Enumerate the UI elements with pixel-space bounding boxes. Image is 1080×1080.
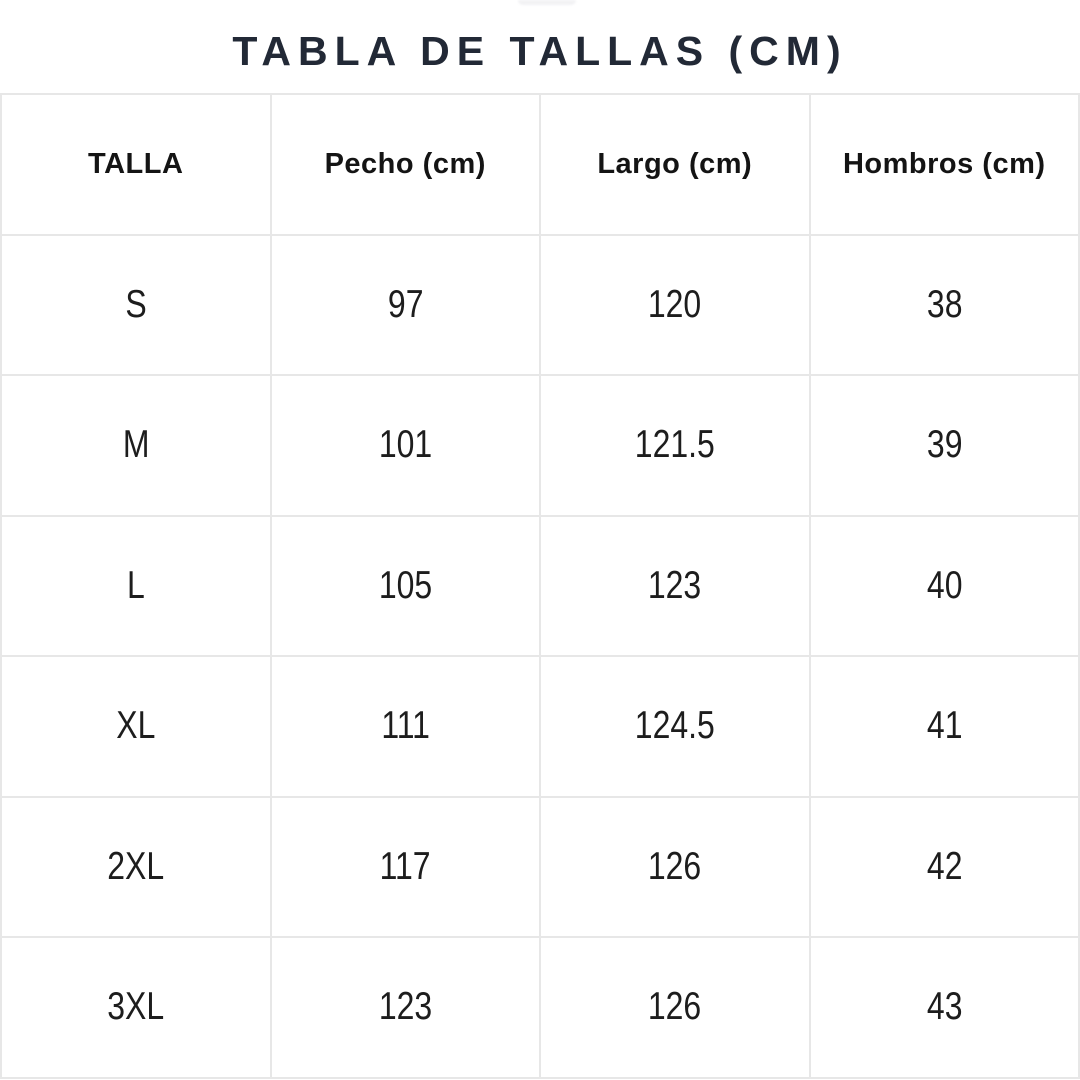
table-header	[1, 94, 1079, 235]
table-row-m	[1, 375, 1079, 516]
size-label: 3XL	[107, 985, 165, 1029]
cell-hombros	[810, 797, 1080, 938]
cell-largo	[540, 656, 810, 797]
table-row-2xl	[1, 797, 1079, 938]
largo-value: 123	[648, 563, 702, 607]
hombros-value: 38	[926, 282, 963, 326]
cell-pecho	[271, 235, 541, 376]
cell-size	[1, 797, 271, 938]
cell-hombros	[810, 937, 1080, 1078]
size-label: S	[125, 282, 147, 326]
pecho-value: 101	[378, 423, 432, 467]
cell-hombros	[810, 656, 1080, 797]
hombros-value: 41	[926, 704, 963, 748]
cell-size	[1, 375, 271, 516]
hombros-value: 42	[926, 844, 963, 888]
size-label: M	[122, 423, 150, 467]
table-row-xl	[1, 656, 1079, 797]
largo-value: 124.5	[634, 704, 715, 748]
size-chart-table	[0, 93, 1080, 1079]
cell-pecho	[271, 375, 541, 516]
size-label: 2XL	[107, 844, 165, 888]
table-row-s	[1, 235, 1079, 376]
cell-pecho	[271, 797, 541, 938]
page-title: TABLA DE TALLAS (CM)	[232, 28, 848, 74]
cell-largo	[540, 235, 810, 376]
header-pecho: Pecho (cm)	[271, 94, 541, 235]
cell-size	[1, 235, 271, 376]
table-header-row	[1, 94, 1079, 235]
cell-largo	[540, 937, 810, 1078]
header-largo: Largo (cm)	[540, 94, 810, 235]
cell-pecho	[271, 516, 541, 657]
cell-pecho	[271, 937, 541, 1078]
pecho-value: 105	[378, 563, 432, 607]
table-row-3xl	[1, 937, 1079, 1078]
largo-value: 126	[648, 844, 702, 888]
pecho-value: 123	[378, 985, 432, 1029]
cell-size	[1, 937, 271, 1078]
pecho-value: 97	[387, 282, 424, 326]
size-label: L	[126, 563, 145, 607]
cell-pecho	[271, 656, 541, 797]
cell-largo	[540, 797, 810, 938]
largo-value: 120	[648, 282, 702, 326]
header-hombros: Hombros (cm)	[810, 94, 1080, 235]
size-label: XL	[116, 704, 156, 748]
cell-hombros	[810, 375, 1080, 516]
table-body	[1, 235, 1079, 1078]
hombros-value: 43	[926, 985, 963, 1029]
largo-value: 126	[648, 985, 702, 1029]
header-talla: TALLA	[1, 94, 271, 235]
largo-value: 121.5	[634, 423, 715, 467]
pecho-value: 111	[380, 704, 430, 748]
cell-largo	[540, 375, 810, 516]
cell-hombros	[810, 516, 1080, 657]
cell-size	[1, 516, 271, 657]
hombros-value: 40	[926, 563, 963, 607]
pecho-value: 117	[379, 844, 431, 888]
table-row-l	[1, 516, 1079, 657]
cell-largo	[540, 516, 810, 657]
hombros-value: 39	[926, 423, 963, 467]
cell-size	[1, 656, 271, 797]
cell-hombros	[810, 235, 1080, 376]
